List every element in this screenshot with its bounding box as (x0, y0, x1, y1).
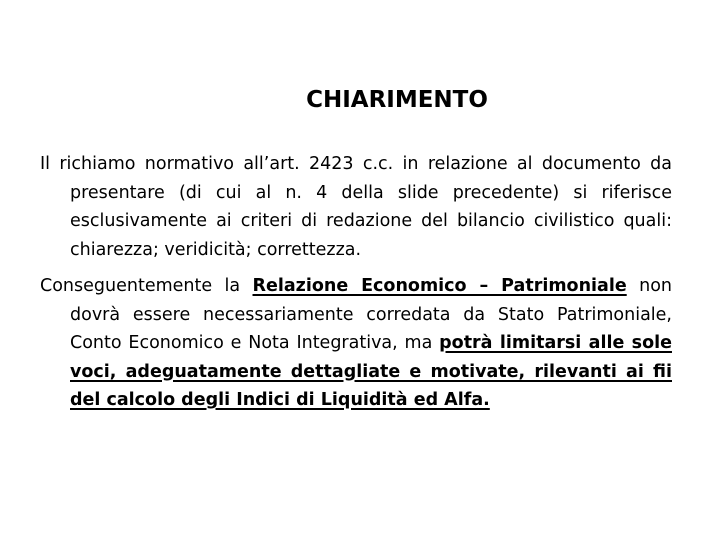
paragraph-consequence (40, 272, 672, 415)
report-name-emphasis: Relazione Economico – Patrimoniale (252, 276, 627, 296)
limitation-emphasis: potrà limitarsi alle sole voci, adeguatamente dettagliate e motivate, rilevanti ai fii del calcolo degli Indici di Liquidità ed Alfa. (70, 333, 672, 410)
paragraph-consequence-middle: non dovrà essere necessariamente corredata da Stato Patrimoniale, Conto Economico e Nota Integrativa, ma (70, 276, 672, 353)
paragraph-consequence-intro: Conseguentemente la (40, 276, 253, 296)
slide-title: CHIARIMENTO (306, 87, 488, 113)
slide-body (40, 150, 672, 423)
paragraph-normative-reference: Il richiamo normativo all’art. 2423 c.c. in relazione al documento da presentare (di cui al n. 4 della slide precedente) si riferisce esclusivamente ai criteri di redazione del bilancio civilistico quali: chiarezza; veridicità; correttezza. (40, 154, 672, 260)
